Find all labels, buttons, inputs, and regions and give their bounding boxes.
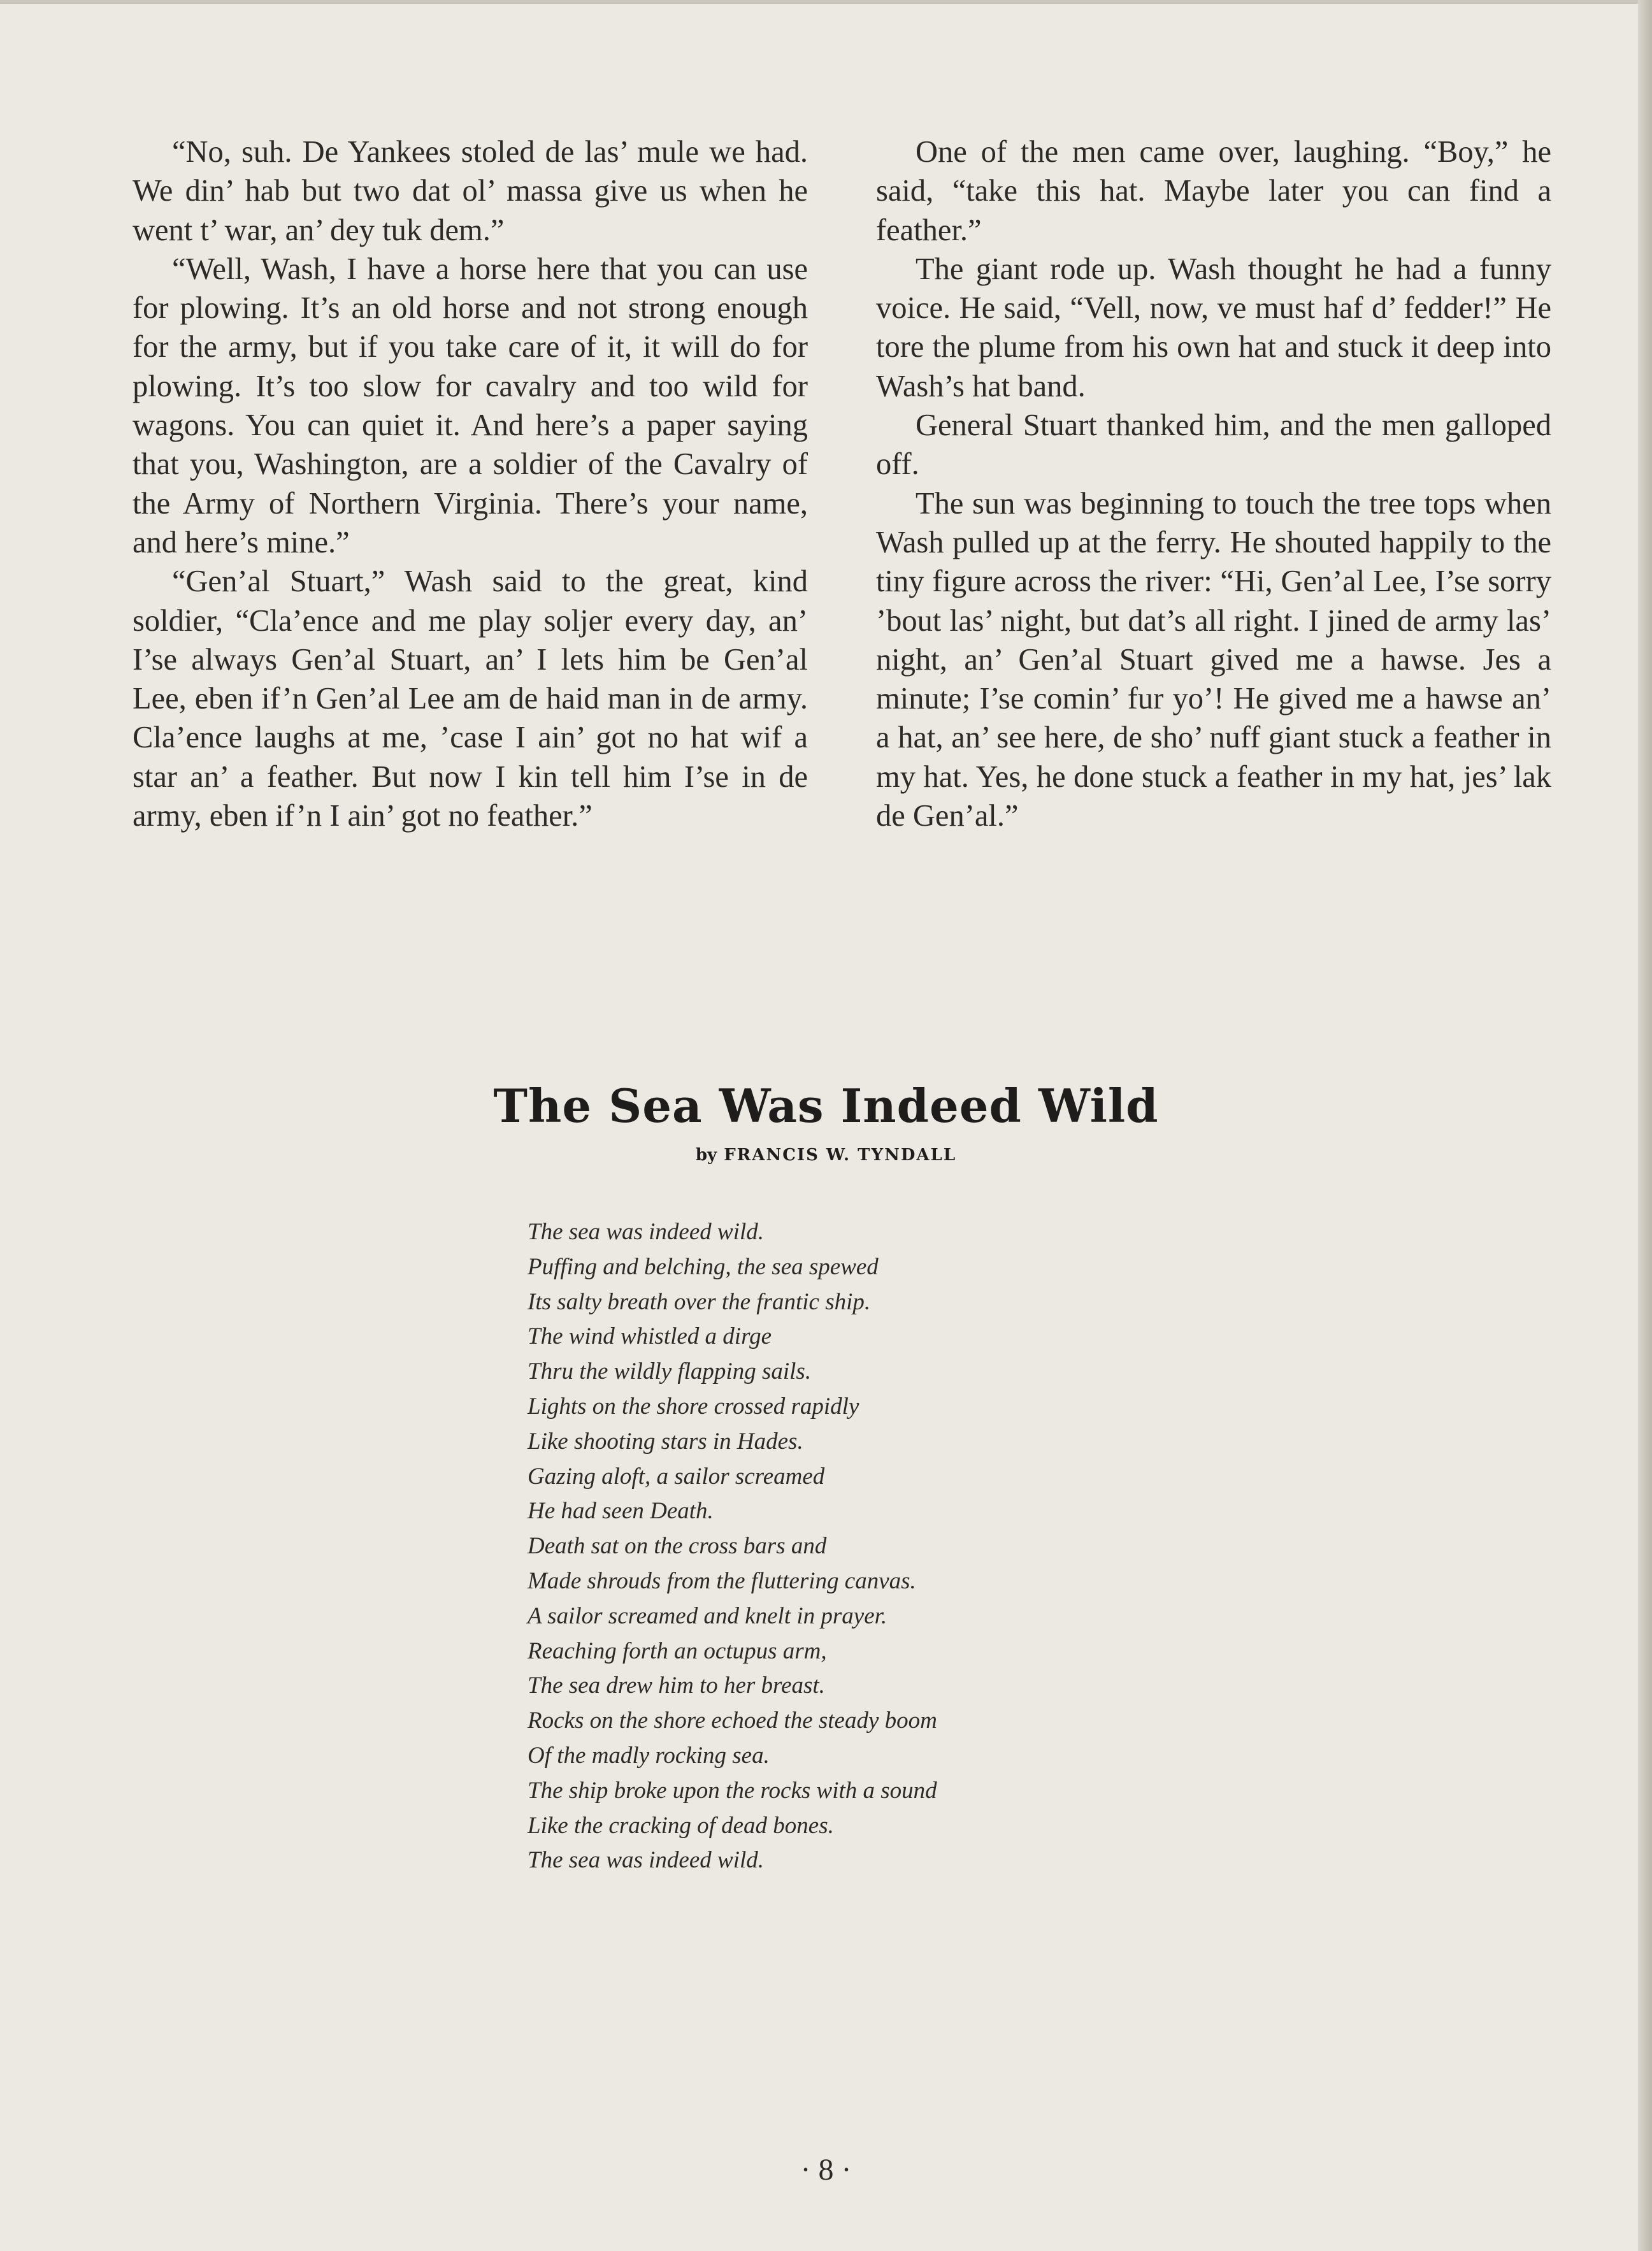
poem-line: The wind whistled a dirge [528, 1323, 772, 1350]
right-paragraph-4: The sun was beginning to touch the tree tops when Wash pulled up at the ferry. He shouted happily to the tiny figure across the river: “Hi, Gen’al Lee, I’se sorry ’bout las’ night, but dat’s all right. I jined de army las’ night, an’ Gen’al Stuart gived me a hawse. Jes a minute; I’se comin’ fur yo’! He gived me a hawse an’ a hat, an’ see here, de sho’ nuff giant stuck a feather in my hat. Yes, he done stuck a feather in my hat, jes’ lak de Gen’al.” [876, 486, 1551, 833]
poem-line: Of the madly rocking sea. [528, 1742, 770, 1769]
poem-body [528, 1215, 937, 1878]
poem-line: Lights on the shore crossed rapidly [528, 1393, 859, 1420]
poem-title: The Sea Was Indeed Wild [493, 1079, 1159, 1133]
poem-line: Its salty breath over the frantic ship. [528, 1288, 871, 1315]
poem-line: He had seen Death. [528, 1498, 714, 1525]
poem-line: Like the cracking of dead bones. [528, 1812, 834, 1839]
page-edge-top [0, 0, 1652, 4]
poem-line: Reaching forth an octupus arm, [528, 1637, 827, 1664]
poem-line: Rocks on the shore echoed the steady boom [528, 1708, 937, 1734]
right-paragraph-3: General Stuart thanked him, and the men galloped off. [876, 408, 1551, 482]
poem-line: Made shrouds from the fluttering canvas. [528, 1567, 916, 1594]
poem-line: Death sat on the cross bars and [528, 1533, 827, 1560]
poem-line: Thru the wildly flapping sails. [528, 1358, 812, 1385]
poem-line: The sea was indeed wild. [528, 1219, 765, 1245]
byline-prefix: by [695, 1146, 717, 1165]
poem-line: A sailor screamed and knelt in prayer. [528, 1602, 887, 1629]
right-paragraph-2: The giant rode up. Wash thought he had a funny voice. He said, “Vell, now, ve must haf d’ fedder!” He tore the plume from his own hat and stuck it deep into Wash’s hat band. [876, 252, 1551, 403]
right-paragraph-1: One of the men came over, laughing. “Boy,” he said, “take this hat. Maybe later you can find a feather.” [876, 135, 1551, 247]
poem-line: The sea was indeed wild. [528, 1847, 765, 1874]
poem-header [0, 1075, 1652, 1165]
right-column [876, 133, 1551, 835]
left-paragraph-3: “Gen’al Stuart,” Wash said to the great, kind soldier, “Cla’ence and me play soljer every day, an’ I’se always Gen’al Stuart, an’ I lets him be Gen’al Lee, eben if’n Gen’al Lee am de haid man in de army. Cla’ence laughs at me, ’case I ain’ got no hat wif a star an’ a feather. But now I kin tell him I’se in de army, eben if’n I ain’ got no feather.” [133, 565, 808, 833]
poem-byline [0, 1146, 1652, 1165]
page-number: · 8 · [800, 2153, 852, 2187]
left-paragraph-1: “No, suh. De Yankees stoled de las’ mule we had. We din’ hab but two dat ol’ massa give us when he went t’ war, an’ dey tuk dem.” [133, 135, 808, 247]
left-paragraph-2: “Well, Wash, I have a horse here that you can use for plowing. It’s an old horse and not strong enough for the army, but if you take care of it, it will do for plowing. It’s too slow for cavalry and too wild for wagons. You can quiet it. And here’s a paper saying that you, Washington, are a soldier of the Cavalry of the Army of Northern Virginia. There’s your name, and here’s mine.” [133, 252, 808, 559]
poem-line: The sea drew him to her breast. [528, 1672, 825, 1699]
poem-line: Puffing and belching, the sea spewed [528, 1253, 879, 1280]
poem-line: The ship broke upon the rocks with a sound [528, 1777, 937, 1804]
poem-line: Like shooting stars in Hades. [528, 1428, 803, 1455]
left-column [133, 133, 808, 835]
poem-author: FRANCIS W. TYNDALL [724, 1146, 957, 1165]
poem-line: Gazing aloft, a sailor screamed [528, 1463, 825, 1490]
